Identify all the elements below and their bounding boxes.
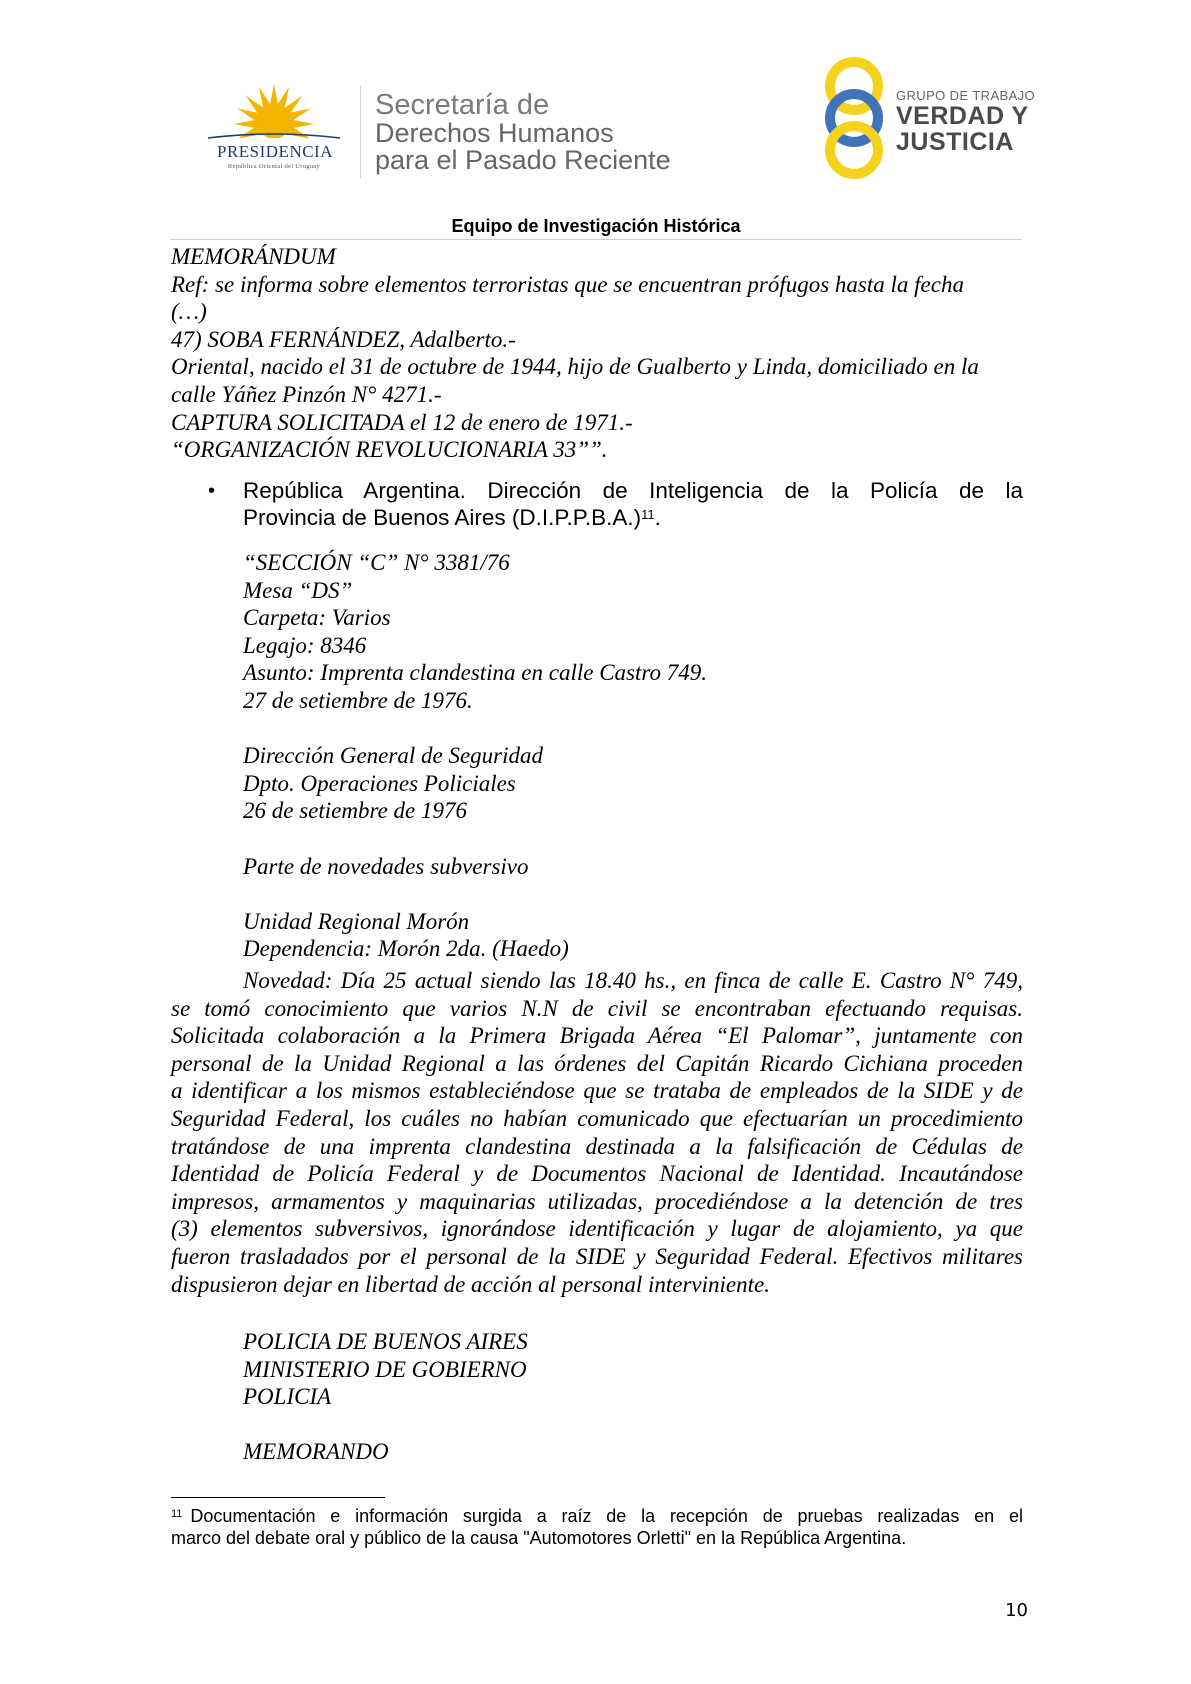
bullet-symbol: • — [208, 480, 216, 502]
memo-line: Unidad Regional Morón — [243, 908, 470, 934]
memo-line: calle Yáñez Pinzón N° 4271.- — [171, 381, 442, 407]
memo-line: Parte de novedades subversivo — [243, 853, 529, 879]
memo-line — [243, 825, 707, 853]
paragraph-line: dispusieron dejar en libertad de acción al personal interviniente. — [171, 1271, 770, 1297]
bullet-line-2-text: Provincia de Buenos Aires (D.I.P.P.B.A.) — [243, 505, 642, 530]
paragraph-line: Seguridad Federal, los cuáles no habían comunicado que efectuarían un procedimiento — [171, 1105, 1023, 1131]
memo-line: Carpeta: Varios — [243, 605, 391, 631]
seccion-block — [243, 549, 707, 963]
footnote-line-1-text: Documentación e información surgida a raíz de la recepción de pruebas realizadas en el — [190, 1506, 1023, 1526]
secretaria-line-2: Derechos Humanos — [375, 118, 614, 148]
footnote-line-1 — [171, 1505, 1023, 1527]
footnote-rule — [171, 1497, 385, 1498]
bullet-line-1: República Argentina. Dirección de Inteligencia de la Policía de la — [243, 478, 1023, 503]
memo-line: Legajo: 8346 — [243, 632, 367, 658]
footnote-line-2: marco del debate oral y público de la causa "Automotores Orletti" en la República Argentina. — [171, 1528, 907, 1548]
paragraph-line: personal de la Unidad Regional a las órdenes del Capitán Ricardo Cichiana proceden — [171, 1050, 1023, 1076]
paragraph-line: fueron trasladados por el personal de la SIDE y Seguridad Federal. Efectivos militares — [171, 1243, 1023, 1269]
secretaria-line-1: Secretaría de — [375, 89, 550, 121]
memo-line: Asunto: Imprenta clandestina en calle Castro 749. — [243, 660, 707, 686]
memo-line: “SECCIÓN “C” N° 3381/76 — [243, 550, 510, 575]
bullet-line-2 — [243, 504, 1023, 531]
memo-line: Dpto. Operaciones Policiales — [243, 770, 516, 796]
team-heading: Equipo de Investigación Histórica — [451, 216, 741, 236]
memo-line: 26 de setiembre de 1976 — [243, 798, 467, 824]
heading-rule — [170, 239, 1022, 240]
paragraph-line: Solicitada colaboración a la Primera Brigada Aérea “El Palomar”, juntamente con — [171, 1023, 1023, 1049]
memo-line: POLICIA — [243, 1384, 332, 1410]
memo-line — [243, 1411, 528, 1439]
presidencia-wordmark: PRESIDENCIA — [216, 142, 333, 161]
paragraph-line: (3) elementos subversivos, ignorándose identificación y lugar de alojamiento, ya que — [171, 1216, 1023, 1242]
header-divider — [360, 86, 361, 178]
memo-line: MEMORÁNDUM — [171, 244, 336, 269]
memo-line — [243, 880, 707, 908]
footnote-number: 11 — [171, 1508, 183, 1520]
memo-line: Oriental, nacido el 31 de octubre de 1944, hijo de Gualberto y Linda, domiciliado en la — [171, 354, 979, 380]
grupo-line-1: GRUPO DE TRABAJO — [896, 88, 1036, 103]
memo-line: MEMORANDO — [243, 1439, 389, 1465]
memo-line: 47) SOBA FERNÁNDEZ, Adalberto.- — [171, 326, 516, 352]
presidencia-subtitle: República Oriental del Uruguay — [227, 163, 321, 170]
paragraph-line: Novedad: Día 25 actual siendo las 18.40 hs., en finca de calle E. Castro N° 749, — [243, 968, 1023, 993]
memo-line: MINISTERIO DE GOBIERNO — [243, 1356, 527, 1382]
paragraph-line: a identificar a los mismos estableciéndose que se trataba de empleados de la SIDE y de — [171, 1078, 1023, 1104]
paragraph-line: Identidad de Policía Federal y de Documentos Nacional de Identidad. Incautándose — [171, 1161, 1023, 1187]
memo-line: Mesa “DS” — [243, 577, 353, 603]
verdad-justicia-rings-icon — [820, 56, 888, 180]
memo-line: CAPTURA SOLICITADA el 12 de enero de 1971.- — [171, 409, 633, 435]
memo-line: Dependencia: Morón 2da. (Haedo) — [243, 936, 569, 962]
footnote — [171, 1505, 1023, 1549]
bullet-item — [243, 477, 1023, 531]
paragraph-line: se tomó conocimiento que varios N.N de civil se encontraban efectuando requisas. — [171, 995, 1023, 1021]
secretaria-line-3: para el Pasado Reciente — [375, 145, 671, 175]
memo-line: POLICIA DE BUENOS AIRES — [243, 1329, 528, 1354]
footnote-ref[interactable]: 11 — [641, 507, 655, 522]
grupo-line-3: JUSTICIA — [896, 128, 1014, 156]
page-number: 10 — [1005, 1600, 1028, 1621]
memo-line: “ORGANIZACIÓN REVOLUCIONARIA 33””. — [171, 437, 608, 463]
secretaria-logo-text — [375, 90, 671, 174]
paragraph-line: tratándose de una imprenta clandestina destinada a la falsificación de Cédulas de — [171, 1133, 1023, 1159]
novedad-paragraph — [171, 967, 1023, 1298]
memo-line: 27 de setiembre de 1976. — [243, 687, 473, 713]
policia-block — [243, 1328, 528, 1466]
memo-line: Dirección General de Seguridad — [243, 743, 543, 769]
grupo-trabajo-logo-text — [896, 88, 1035, 155]
memo-line: (…) — [171, 299, 207, 325]
memo-line — [243, 715, 707, 743]
paragraph-line: impresos, armamentos y maquinarias utilizadas, procediéndose a la detención de tres — [171, 1188, 1023, 1214]
memo-line: Ref: se informa sobre elementos terroristas que se encuentran prófugos hasta la fecha — [171, 271, 964, 297]
grupo-line-2: VERDAD Y — [896, 102, 1029, 130]
memorandum-block — [171, 243, 979, 464]
bullet-line-2-end: . — [654, 505, 661, 530]
